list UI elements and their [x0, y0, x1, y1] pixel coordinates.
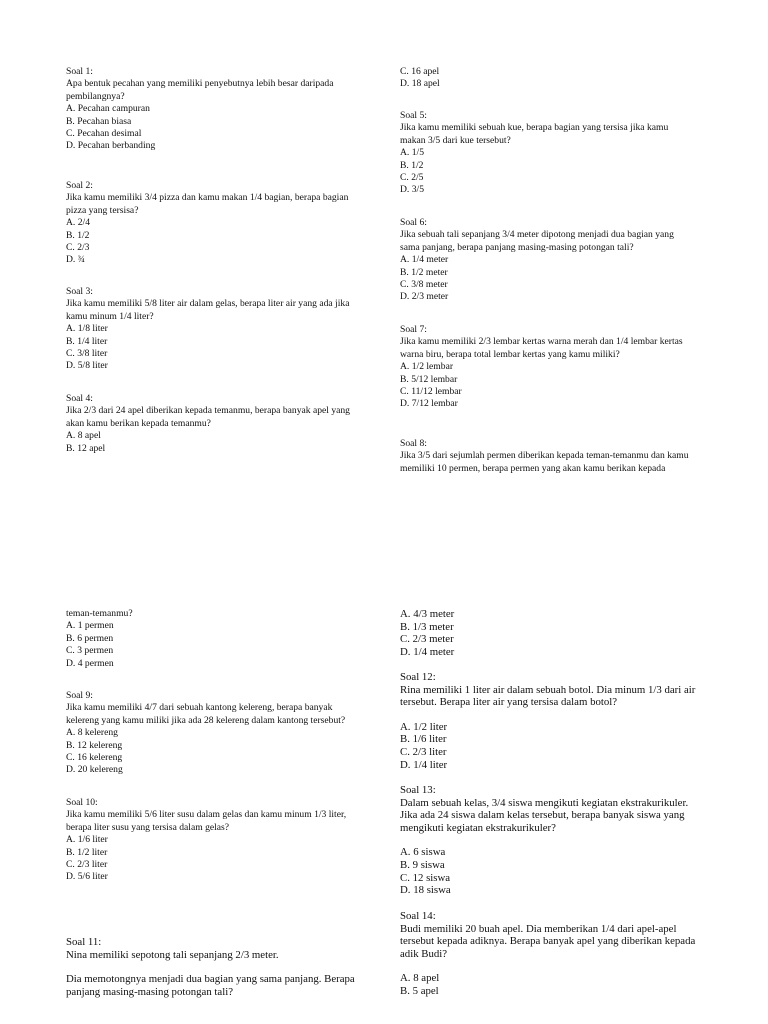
answer-option: D. Pecahan berbanding: [66, 140, 156, 152]
answer-option: C. 2/3 liter: [66, 859, 108, 871]
answer-option: A. 8 kelereng: [66, 727, 118, 739]
question-text: adik Budi?: [400, 947, 448, 960]
answer-option: C. 3/8 meter: [400, 279, 448, 291]
document-page-bottom: [0, 600, 768, 1024]
question-label: Soal 6:: [400, 217, 427, 228]
question-text: Jika ada 24 siswa dalam kelas tersebut, berapa banyak siswa yang: [400, 809, 685, 822]
question-8-continued: [66, 608, 133, 670]
question-text: Rina memiliki 1 liter air dalam sebuah botol. Dia minum 1/3 dari air: [400, 683, 696, 696]
answer-option: C. 11/12 lembar: [400, 386, 462, 398]
answer-option: D. 5/6 liter: [66, 871, 108, 883]
answer-option: D. 4 permen: [66, 657, 114, 669]
question-8: [400, 438, 689, 475]
question-4-continued: [400, 66, 440, 91]
answer-option: B. 5 apel: [400, 984, 439, 997]
question-text: Dia memotongnya menjadi dua bagian yang sama panjang. Berapa: [66, 973, 355, 986]
question-6: [400, 217, 674, 304]
paragraph-gap: [66, 961, 355, 973]
question-12: [400, 671, 695, 771]
answer-option: C. 16 apel: [400, 66, 440, 77]
answer-option: A. 8 apel: [66, 430, 101, 442]
answer-option: C. 2/3 liter: [400, 745, 447, 758]
question-text: Jika 3/5 dari sejumlah permen diberikan kepada teman-temanmu dan kamu: [400, 450, 689, 462]
question-text: kamu minum 1/4 liter?: [66, 310, 154, 322]
answer-option: A. 1/2 lembar: [400, 361, 454, 373]
question-text: Jika kamu memiliki 3/4 pizza dan kamu makan 1/4 bagian, berapa bagian: [66, 192, 349, 204]
question-label: Soal 1:: [66, 66, 93, 77]
question-label: Soal 5:: [400, 110, 427, 121]
question-text: panjang masing-masing potongan tali?: [66, 985, 234, 998]
answer-option: D. 1/4 meter: [400, 645, 455, 658]
question-label: Soal 8:: [400, 438, 427, 449]
answer-option: C. 12 siswa: [400, 871, 451, 884]
question-3: [66, 286, 349, 373]
paragraph-gap: [400, 709, 695, 721]
document-page-top: [0, 0, 768, 480]
answer-option: B. 1/6 liter: [400, 733, 447, 746]
question-text: Jika kamu memiliki 4/7 dari sebuah kantong kelereng, berapa banyak: [66, 702, 333, 714]
question-label: Soal 11:: [66, 936, 102, 948]
answer-option: C. Pecahan desimal: [66, 128, 142, 140]
question-text: pembilangnya?: [66, 90, 125, 102]
question-9: [66, 690, 345, 777]
answer-option: B. 1/2: [400, 159, 424, 171]
question-label: Soal 10:: [66, 797, 98, 808]
answer-option: A. 1/2 liter: [400, 720, 448, 733]
question-text: akan kamu berikan kepada temanmu?: [66, 417, 211, 429]
question-text: sama panjang, berapa panjang masing-masing potongan tali?: [400, 241, 634, 253]
answer-option: D. 5/8 liter: [66, 360, 108, 372]
question-label: Soal 7:: [400, 324, 427, 335]
question-label: Soal 2:: [66, 180, 93, 191]
answer-option: D. 1/4 liter: [400, 758, 448, 771]
answer-option: D. 3/5: [400, 184, 424, 196]
answer-option: D. 18 apel: [400, 78, 440, 90]
question-4: [66, 393, 350, 455]
question-label: Soal 3:: [66, 286, 93, 297]
answer-option: D. ¾: [66, 254, 85, 266]
question-11: [66, 936, 355, 998]
answer-option: A. 1 permen: [66, 620, 114, 632]
question-label: Soal 4:: [66, 393, 93, 404]
question-text: Budi memiliki 20 buah apel. Dia memberikan 1/4 dari apel-apel: [400, 922, 677, 935]
question-text: berapa liter susu yang tersisa dalam gelas?: [66, 821, 230, 833]
answer-option: A. 1/4 meter: [400, 254, 449, 266]
question-text: memiliki 10 permen, berapa permen yang akan kamu berikan kepada: [400, 462, 666, 474]
question-text: Apa bentuk pecahan yang memiliki penyebutnya lebih besar daripada: [66, 78, 334, 90]
answer-option: A. 2/4: [66, 217, 90, 229]
answer-option: B. 12 kelereng: [66, 739, 123, 751]
question-text: teman-temanmu?: [66, 608, 133, 619]
question-text: Jika kamu memiliki 5/6 liter susu dalam gelas dan kamu minum 1/3 liter,: [66, 809, 347, 821]
answer-option: C. 2/5: [400, 172, 424, 184]
answer-option: B. Pecahan biasa: [66, 115, 132, 127]
paragraph-gap: [400, 960, 695, 972]
question-text: warna biru, berapa total lembar kertas yang kamu miliki?: [400, 348, 620, 360]
answer-option: B. 1/3 meter: [400, 620, 454, 633]
question-text: Nina memiliki sepotong tali sepanjang 2/3 meter.: [66, 948, 279, 961]
paragraph-gap: [400, 834, 688, 846]
answer-option: B. 6 permen: [66, 632, 114, 644]
question-text: pizza yang tersisa?: [66, 204, 139, 216]
question-2: [66, 180, 348, 267]
question-text: Jika kamu memiliki 5/8 liter air dalam gelas, berapa liter air yang ada jika: [66, 298, 350, 310]
question-label: Soal 9:: [66, 690, 93, 701]
answer-option: A. 1/8 liter: [66, 323, 108, 335]
answer-option: D. 18 siswa: [400, 884, 451, 897]
question-label: Soal 13:: [400, 784, 436, 796]
answer-option: A. Pecahan campuran: [66, 103, 150, 115]
answer-option: A. 4/3 meter: [400, 608, 455, 620]
answer-option: B. 1/2: [66, 229, 90, 241]
question-5: [400, 110, 668, 197]
answer-option: A. 8 apel: [400, 972, 440, 985]
question-label: Soal 14:: [400, 910, 436, 922]
question-text: mengikuti kegiatan ekstrakurikuler?: [400, 821, 556, 834]
question-text: Jika kamu memiliki sebuah kue, berapa bagian yang tersisa jika kamu: [400, 122, 669, 134]
answer-option: C. 3/8 liter: [66, 348, 108, 360]
question-1: [66, 66, 333, 153]
answer-option: D. 2/3 meter: [400, 291, 449, 303]
question-text: Jika kamu memiliki 2/3 lembar kertas warna merah dan 1/4 lembar kertas: [400, 336, 683, 348]
question-label: Soal 12:: [400, 671, 436, 683]
answer-option: C. 3 permen: [66, 645, 114, 657]
question-text: tersebut. Berapa liter air yang tersisa dalam botol?: [400, 696, 618, 709]
answer-option: B. 1/2 meter: [400, 266, 448, 278]
answer-option: B. 12 apel: [66, 442, 106, 454]
answer-option: B. 5/12 lembar: [400, 373, 458, 385]
question-text: tersebut kepada adiknya. Berapa banyak apel yang diberikan kepada: [400, 935, 696, 948]
answer-option: A. 1/5: [400, 147, 424, 159]
answer-option: B. 9 siswa: [400, 858, 445, 871]
answer-option: C. 2/3 meter: [400, 633, 454, 646]
answer-option: C. 16 kelereng: [66, 752, 123, 764]
question-text: kelereng yang kamu miliki jika ada 28 kelereng dalam kantong tersebut?: [66, 714, 346, 726]
question-text: Jika 2/3 dari 24 apel diberikan kepada temanmu, berapa banyak apel yang: [66, 405, 350, 417]
answer-option: B. 1/4 liter: [66, 335, 108, 347]
answer-option: D. 7/12 lembar: [400, 398, 458, 410]
answer-option: B. 1/2 liter: [66, 846, 108, 858]
question-10: [66, 797, 346, 884]
question-text: makan 3/5 dari kue tersebut?: [400, 134, 511, 146]
answer-option: C. 2/3: [66, 242, 90, 254]
question-11-continued: [400, 608, 454, 658]
question-13: [400, 784, 688, 897]
answer-option: D. 20 kelereng: [66, 764, 123, 776]
question-text: Jika sebuah tali sepanjang 3/4 meter dipotong menjadi dua bagian yang: [400, 229, 674, 241]
question-7: [400, 324, 683, 411]
answer-option: A. 1/6 liter: [66, 834, 108, 846]
question-text: Dalam sebuah kelas, 3/4 siswa mengikuti kegiatan ekstrakurikuler.: [400, 796, 689, 809]
question-14: [400, 910, 695, 998]
answer-option: A. 6 siswa: [400, 846, 446, 859]
